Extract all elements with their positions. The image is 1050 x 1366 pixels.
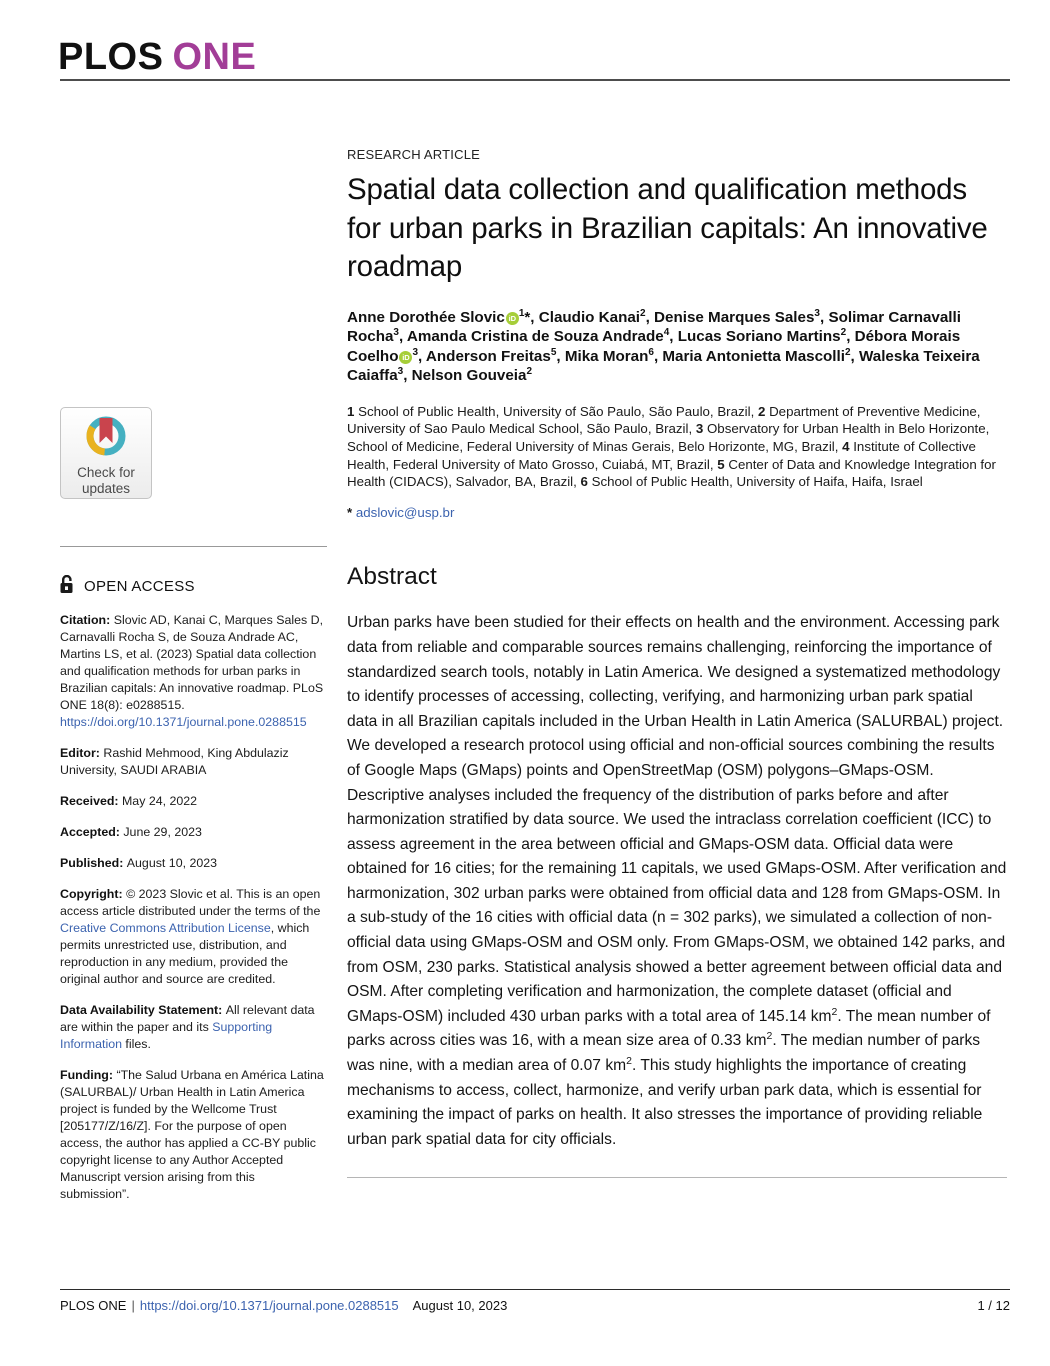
- main-column: [347, 147, 1007, 1178]
- affiliation: 2 Department of Preventive Medicine, University of Sao Paulo Medical School, São Paulo, Brazil,: [347, 403, 981, 437]
- correspondence-line: * adslovic@usp.br: [347, 505, 455, 521]
- footer-divider: [60, 1289, 1010, 1290]
- author: Amanda Cristina de Souza Andrade$^4$,: [406, 326, 678, 345]
- footer-date: August 10, 2023: [412, 1298, 508, 1313]
- author: Waleska Teixeira Caiaffa$^3$,: [347, 347, 980, 384]
- footer-separator: |: [131, 1298, 135, 1313]
- cc-license-link[interactable]: Creative Commons Attribution License: [60, 921, 271, 935]
- journal-logo-plos: PLOS: [58, 36, 164, 78]
- affiliation: 1 School of Public Health, University of São Paulo, São Paulo, Brazil,: [347, 403, 758, 419]
- author: Débora Morais Coelho iD $^3$,: [347, 328, 961, 365]
- open-access-label: OPEN ACCESS: [84, 578, 195, 595]
- editor-block: Editor: Rashid Mehmood, King Abdulaziz University, SAUDI ARABIA: [60, 746, 289, 777]
- superscript: 2: [766, 1030, 773, 1043]
- author: Claudio Kanai$^2$,: [538, 307, 655, 326]
- superscript: 2: [831, 1005, 838, 1018]
- accepted-block: Accepted: June 29, 2023: [60, 825, 202, 839]
- open-access-badge: [60, 575, 327, 598]
- check-for-updates-badge[interactable]: [60, 407, 152, 499]
- footer-page-number: 1 / 12: [977, 1298, 1010, 1313]
- affiliation-list: [347, 403, 1007, 492]
- affiliation: 5 Center of Data and Knowledge Integration for Health (CIDACS), Salvador, BA, Brazil,: [347, 456, 996, 490]
- orcid-icon[interactable]: iD: [399, 351, 412, 364]
- data-availability-block: Data Availability Statement: All relevant data are within the paper and its Supporting Information files.: [60, 1003, 315, 1051]
- superscript: 2: [626, 1054, 632, 1067]
- citation-doi-link[interactable]: https://doi.org/10.1371/journal.pone.0288515: [60, 715, 307, 729]
- open-lock-icon: [60, 575, 76, 598]
- author: Nelson Gouveia$^2$: [411, 365, 533, 384]
- crossmark-icon: [83, 413, 129, 464]
- journal-logo-one: ONE: [172, 36, 257, 78]
- corresponding-email-link[interactable]: adslovic@usp.br: [355, 505, 455, 521]
- sidebar: [60, 407, 327, 1215]
- abstract-text: Urban parks have been studied for their effects on health and the environment. Accessing park data from reliable and comparable sources remains challenging, reinforcing the importance of standardized search tools, notably in Latin America. We designed a systematized methodology to identify processes of accessing, collecting, verifying, and harmonizing urban park spatial data in all Brazilian capitals included in the Urban Health in Latin America (SALURBAL) project. We developed a research protocol using official and non-official sources combining the results of Google Maps (GMaps) points and OpenStreetMap (OSM) polygons–GMaps-OSM. Descriptive analyses included the frequency of the distribution of parks before and after harmonization stratified by data source. We used the intraclass correlation coefficient (ICC) to assess agreement in the area between official and GMaps-OSM data. Official data were obtained for 16 cities; for the remaining 11 capitals, we used GMaps-OSM. After verification and harmonization, 302 urban parks were obtained from official data and 128 from GMaps-OSM. In a sub-study of the 16 cities with official data (n = 302 parks), we simulated a collection of non-official data using GMaps-OSM and OSM only. From GMaps-OSM, we obtained 142 parks, and from OSM, 230 parks. Statistical analysis showed a better agreement between official data and OSM. After completing verification and harmonization, the complete dataset (official and GMaps-OSM) included 430 urban parks with a total area of 145.14 $km^2$. The mean number of parks across cities was 16, with a mean size area of 0.33 $km^2$. The median number of parks was nine, with a median area of 0.07 $km^2$. This study highlights the importance of creating mechanisms to access, collect, harmonize, and verify urban park data, which is essential for examining the impact of parks on health. It also stresses the importance of providing reliable urban park spatial data for city officials.: [347, 614, 1007, 1148]
- footer-doi-link[interactable]: https://doi.org/10.1371/journal.pone.0288515: [139, 1298, 399, 1313]
- sidebar-divider: [60, 546, 327, 547]
- funding-block: Funding: “The Salud Urbana en América Latina (SALURBAL)/ Urban Health in Latin America project is funded by the Wellcome Trust [205177/Z/16/Z]. For the purpose of open access, the author has applied a CC-BY public copyright license to any Author Accepted Manuscript version arising from this submission”.: [60, 1068, 324, 1201]
- article-title: Spatial data collection and qualification methods for urban parks in Brazilian capitals: An innovative roadmap: [347, 173, 988, 283]
- abstract-end-divider: [347, 1177, 1007, 1178]
- received-block: Received: May 24, 2022: [60, 794, 198, 808]
- author: Denise Marques Sales$^3$,: [654, 307, 829, 326]
- author: Mika Moran$^6$,: [564, 346, 663, 365]
- author-list: [347, 308, 1007, 386]
- journal-logo: [58, 36, 256, 79]
- author: Solimar Carnavalli Rocha$^3$,: [347, 308, 961, 345]
- author: Anne Dorothée Slovic iD $^1$*,: [347, 307, 539, 326]
- author: Lucas Soriano Martins$^2$,: [677, 326, 855, 345]
- author: Anderson Freitas$^5$,: [425, 346, 565, 365]
- affiliation: 4 Institute of Collective Health, Federal University of Mato Grosso, Cuiabá, MT, Brazil,: [347, 438, 976, 472]
- abstract-heading: Abstract: [347, 563, 437, 591]
- citation-block: Citation: Slovic AD, Kanai C, Marques Sales D, Carnavalli Rocha S, de Souza Andrade AC, Martins LS, et al. (2023) Spatial data collection and qualification methods for urban parks in Brazilian capitals: An innovative roadmap. PLoS ONE 18(8): e0288515. https://doi.org/10.1371/journal.pone.0288515: [60, 613, 324, 729]
- affiliation: 6 School of Public Health, University of Haifa, Haifa, Israel: [580, 474, 923, 490]
- published-block: Published: August 10, 2023: [60, 856, 218, 870]
- footer-journal-name: PLOS ONE: [60, 1298, 127, 1313]
- header-divider: [60, 79, 1010, 81]
- footer: [60, 1298, 1010, 1313]
- affiliation: 3 Observatory for Urban Health in Belo Horizonte, School of Medicine, Federal University of Minas Gerais, Belo Horizonte, MG, Brazil,: [347, 421, 990, 454]
- check-for-updates-label: Check for updates: [77, 465, 135, 496]
- orcid-icon[interactable]: iD: [506, 312, 519, 325]
- author: Maria Antonietta Mascolli$^2$,: [662, 346, 859, 365]
- supporting-information-link[interactable]: Supporting Information: [60, 1020, 273, 1051]
- copyright-block: Copyright: © 2023 Slovic et al. This is an open access article distributed under the terms of the Creative Commons Attribution License, which permits unrestricted use, distribution, and reproduction in any medium, provided the original author and source are credited.: [60, 887, 321, 986]
- article-type-kicker: RESEARCH ARTICLE: [347, 147, 480, 162]
